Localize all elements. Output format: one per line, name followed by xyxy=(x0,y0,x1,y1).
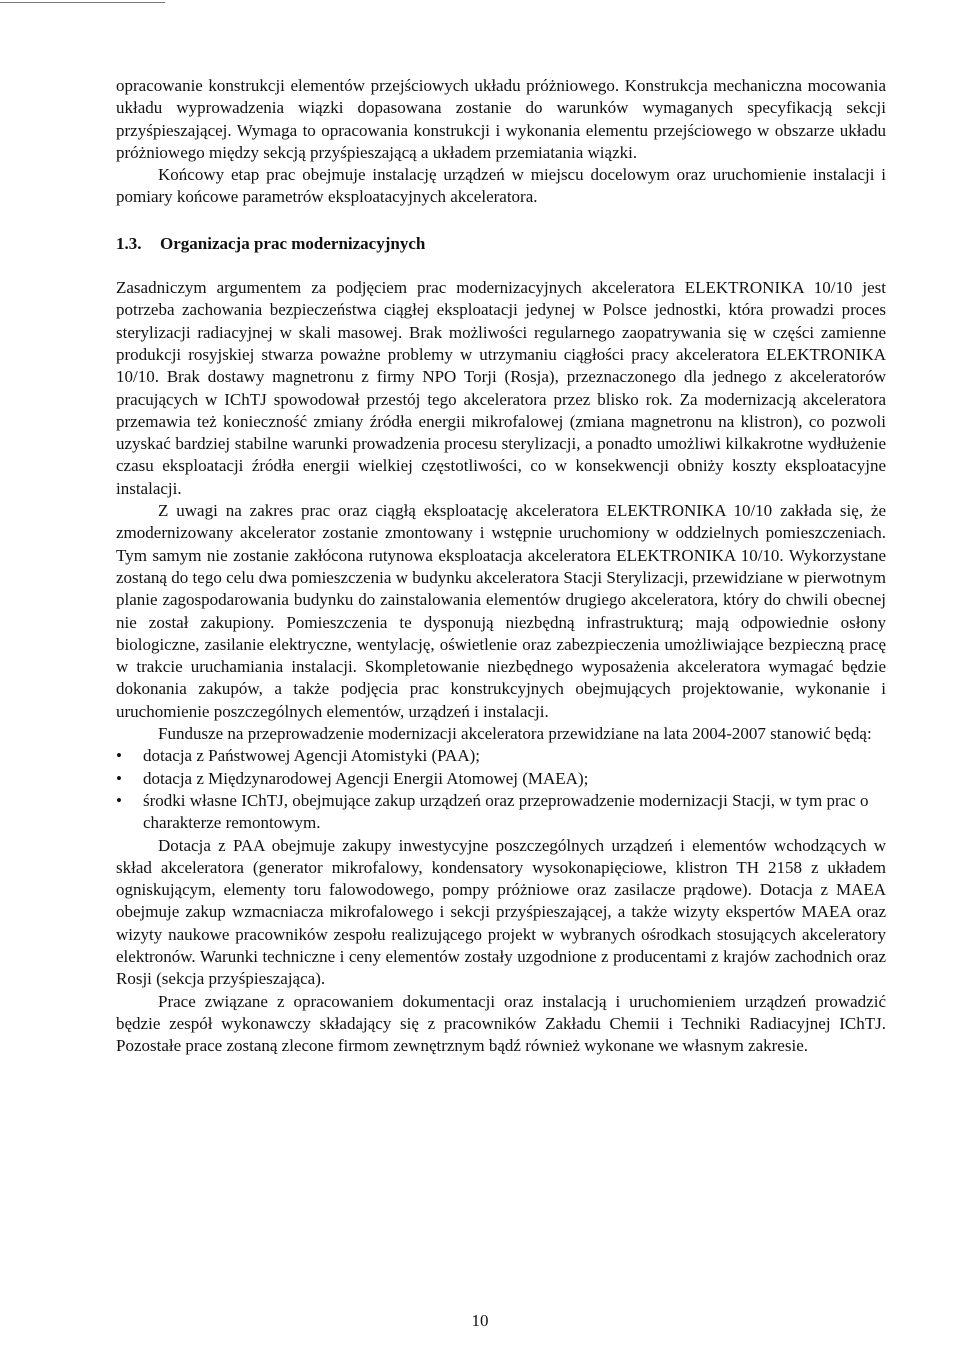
paragraph-funding-intro: Fundusze na przeprowadzenie modernizacji akceleratora przewidziane na lata 2004-2007 stanowić będą: xyxy=(158,724,872,744)
paragraph-paa-grant: Dotacja z PAA obejmuje zakupy inwestycyjne poszczególnych urządzeń i elementów wchodzących w skład akceleratora (generator mikrofalowy, kondensatory wysokonapięciowe, klistron TH 2158 z układem ogniskującym, elementy toru falowodowego, pompy próżniowe oraz zasilacze prądowe). Dotacja z MAEA obejmuje zakup wzmacniacza mikrofalowego i sekcji przyśpieszającej, a także wizyty ekspertów MAEA oraz wizyty naukowe pracowników zespołu realizującego projekt w wybranych ośrodkach stosujących akceleratory elektronów. Warunki techniczne i ceny elementów zostały uzgodnione z producentami z krajów zachodnich oraz Rosji (sekcja przyśpieszająca). xyxy=(116,835,886,989)
section-title: Organizacja prac modernizacyjnych xyxy=(160,233,426,253)
funding-list xyxy=(116,745,886,834)
list-item: • dotacja z Państwowej Agencji Atomistyki (PAA); xyxy=(116,745,886,767)
list-item: • dotacja z Międzynarodowej Agencji Energii Atomowej (MAEA); xyxy=(116,768,886,790)
paragraph-rationale: Zasadniczym argumentem za podjęciem prac modernizacyjnych akceleratora ELEKTRONIKA 10/10 jest potrzeba zachowania bezpieczeństwa ciągłej eksploatacji jedynej w Polsce jednostki, która prowadzi proces sterylizacji radiacyjnej w skali masowej. Brak możliwości regularnego zaopatrywania się w części zamienne produkcji rosyjskiej stwarza poważne problemy w utrzymaniu ciągłości pracy akceleratora ELEKTRONIKA 10/10. Brak dostawy magnetronu z firmy NPO Torji (Rosja), przeznaczonego dla jednego z akceleratorów pracujących w IChTJ spowodował przestój tego akceleratora przez blisko rok. Za modernizacją akceleratora przemawia też konieczność zmiany źródła energii mikrofalowej (zmiana magnetronu na klistron), co pozwoli uzyskać bardziej stabilne warunki prowadzenia procesu sterylizacji, a ponadto umożliwi kilkakrotne wydłużenie czasu eksploatacji źródła energii wielkiej częstotliwości, co w konsekwencji obniży koszty eksploatacyjne instalacji. xyxy=(116,278,886,498)
document-page xyxy=(116,75,886,1057)
list-item: • środki własne IChTJ, obejmujące zakup urządzeń oraz przeprowadzenie modernizacji Stacji, w tym prac o charakterze remontowym. xyxy=(116,790,886,835)
page-number: 10 xyxy=(471,1311,489,1330)
section-number: 1.3. xyxy=(116,233,142,253)
top-rule xyxy=(0,2,165,3)
paragraph-installation: Z uwagi na zakres prac oraz ciągłą eksploatację akceleratora ELEKTRONIKA 10/10 zakłada się, że zmodernizowany akcelerator zostanie zmontowany i wstępnie uruchomiony w oddzielnych pomieszczeniach. Tym samym nie zostanie zakłócona rutynowa eksploatacja akceleratora ELEKTRONIKA 10/10. Wykorzystane zostaną do tego celu dwa pomieszczenia w budynku akceleratora Stacji Sterylizacji, przewidziane w pierwotnym planie zagospodarowania budynku do zainstalowania elementów drugiego akceleratora, który do chwili obecnej nie został zakupiony. Pomieszczenia te dysponują niezbędną infrastrukturą; mają odpowiednie osłony biologiczne, zasilanie elektryczne, wentylację, oświetlenie oraz zabezpieczenia umożliwiające bezpieczną pracę w trakcie uruchamiania instalacji. Skompletowanie niezbędnego wyposażenia akceleratora wymagać będzie dokonania zakupów, a także podjęcia prac konstrukcyjnych obejmujących projektowanie, wykonanie i uruchomienie poszczególnych elementów, urządzeń i instalacji. xyxy=(116,501,886,721)
paragraph-continuation: opracowanie konstrukcji elementów przejściowych układu próżniowego. Konstrukcja mechaniczna mocowania układu wyprowadzenia wiązki dopasowana zostanie do warunków wymaganych specyfikacją sekcji przyśpieszającej. Wymaga to opracowania konstrukcji i wykonania elementu przejściowego w obszarze układu próżniowego między sekcją przyśpieszającą a układem przemiatania wiązki. xyxy=(116,76,886,162)
section-heading xyxy=(116,233,886,255)
paragraph-final-stage: Końcowy etap prac obejmuje instalację urządzeń w miejscu docelowym oraz uruchomienie instalacji i pomiary końcowe parametrów eksploatacyjnych akceleratora. xyxy=(116,165,886,207)
paragraph-team: Prace związane z opracowaniem dokumentacji oraz instalacją i uruchomieniem urządzeń prowadzić będzie zespół wykonawczy składający się z pracowników Zakładu Chemii i Techniki Radiacyjnej IChTJ. Pozostałe prace zostaną zlecone firmom zewnętrznym bądź również wykonane we własnym zakresie. xyxy=(116,991,886,1056)
